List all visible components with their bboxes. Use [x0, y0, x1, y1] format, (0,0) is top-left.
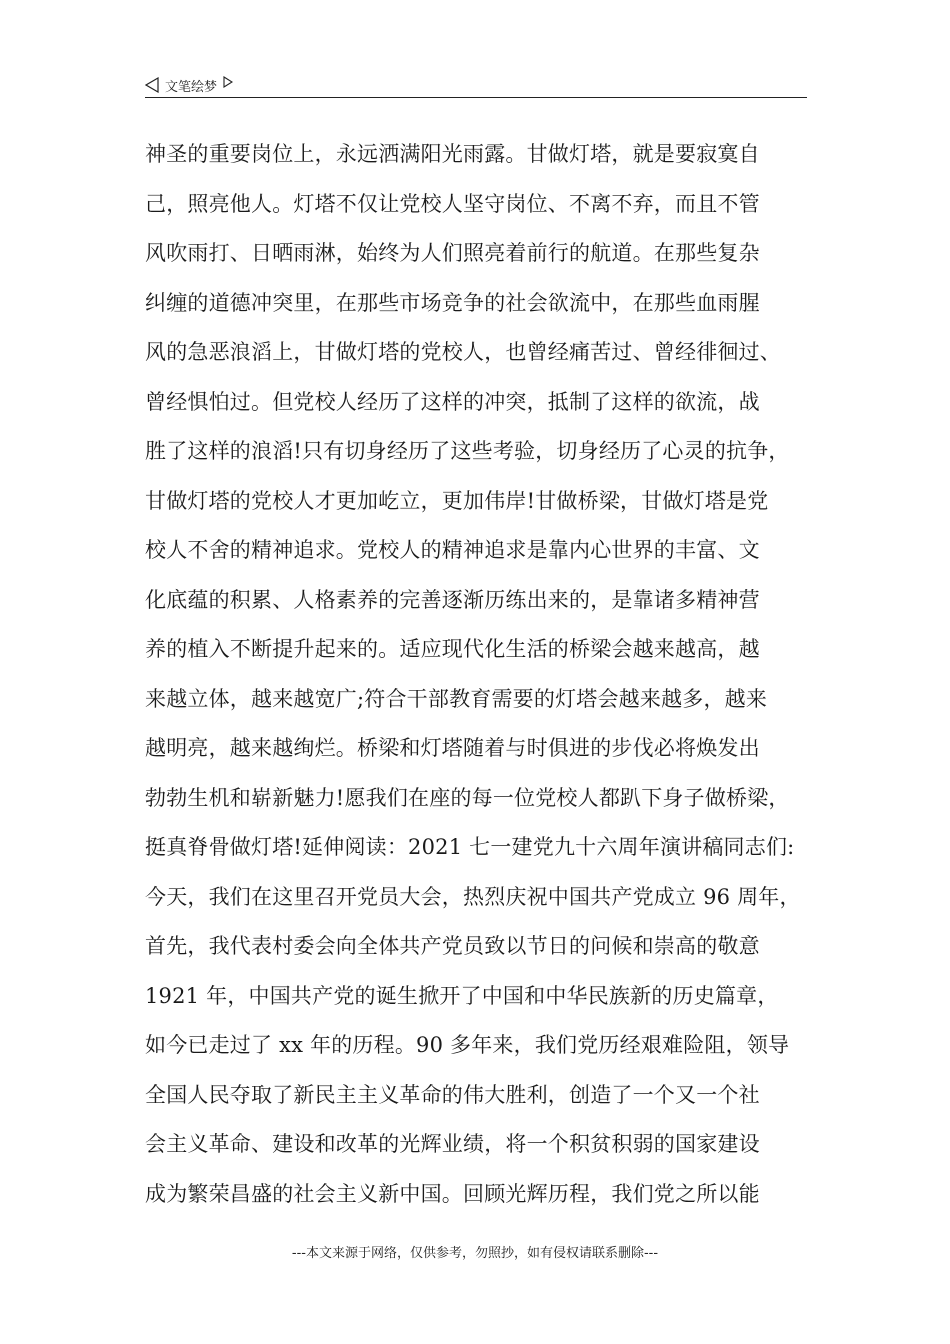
- body-line: 己，照亮他人。灯塔不仅让党校人坚守岗位、不离不弃，而且不管: [145, 191, 760, 216]
- header-title: 文笔绘梦: [165, 79, 218, 95]
- page-footer-disclaimer: ---本文来源于网络，仅供参考，勿照抄，如有侵权请联系删除---: [291, 1246, 659, 1261]
- body-line: 成为繁荣昌盛的社会主义新中国。回顾光辉历程，我们党之所以能: [145, 1181, 760, 1206]
- body-line: 挺真脊骨做灯塔!延伸阅读：2021 七一建党九十六周年演讲稿同志们:: [145, 835, 795, 859]
- body-line: 风吹雨打、日晒雨淋，始终为人们照亮着前行的航道。在那些复杂: [145, 241, 760, 265]
- triangle-right-icon: [223, 76, 233, 88]
- body-line: 化底蕴的积累、人格素养的完善逐渐历练出来的，是靠诸多精神营: [145, 587, 760, 612]
- header-row: [145, 74, 807, 96]
- header-divider: [145, 97, 807, 98]
- body-line: 1921 年，中国共产党的诞生掀开了中国和中华民族新的历史篇章，: [145, 983, 779, 1008]
- body-line: 胜了这样的浪滔!只有切身经历了这些考验，切身经历了心灵的抗争，: [145, 439, 790, 463]
- body-line: 曾经惧怕过。但党校人经历了这样的冲突，抵制了这样的欲流，战: [145, 389, 760, 414]
- body-line: 纠缠的道德冲突里，在那些市场竞争的社会欲流中，在那些血雨腥: [145, 290, 760, 315]
- body-line: 来越立体，越来越宽广;符合干部教育需要的灯塔会越来越多，越来: [145, 686, 768, 711]
- body-line: 养的植入不断提升起来的。适应现代化生活的桥梁会越来越高，越: [145, 637, 760, 661]
- body-line: 越明亮，越来越绚烂。桥梁和灯塔随着与时俱进的步伐必将焕发出: [145, 736, 760, 760]
- body-line: 全国人民夺取了新民主主义革命的伟大胜利，创造了一个又一个社: [145, 1082, 760, 1107]
- page-header: [145, 74, 807, 98]
- body-line: 如今已走过了 xx 年的历程。90 多年来，我们党历经艰难险阻，领导: [145, 1033, 790, 1057]
- body-line: 甘做灯塔的党校人才更加屹立，更加伟岸!甘做桥梁，甘做灯塔是党: [145, 488, 769, 513]
- triangle-left-icon: [145, 77, 159, 93]
- body-line: 今天，我们在这里召开党员大会，热烈庆祝中国共产党成立 96 周年，: [145, 884, 801, 909]
- body-line: 会主义革命、建设和改革的光辉业绩，将一个积贫积弱的国家建设: [145, 1132, 760, 1156]
- body-line: 校人不舍的精神追求。党校人的精神追求是靠内心世界的丰富、文: [145, 538, 760, 562]
- body-line: 风的急恶浪滔上，甘做灯塔的党校人，也曾经痛苦过、曾经徘徊过、: [145, 340, 781, 364]
- body-line: 神圣的重要岗位上，永远洒满阳光雨露。甘做灯塔，就是要寂寞自: [145, 142, 760, 166]
- body-line: 首先，我代表村委会向全体共产党员致以节日的问候和崇高的敬意: [145, 934, 760, 958]
- body-line: 勃勃生机和崭新魅力!愿我们在座的每一位党校人都趴下身子做桥梁，: [145, 785, 790, 810]
- document-body: [145, 130, 807, 1219]
